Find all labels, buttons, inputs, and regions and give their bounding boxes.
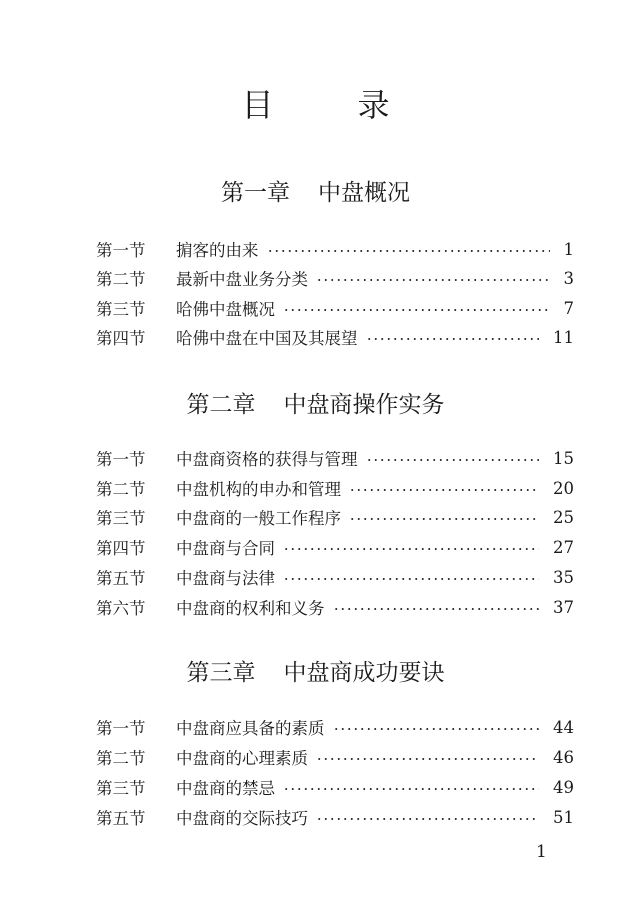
dot-leader	[316, 758, 539, 760]
toc-entry[interactable]	[96, 503, 574, 531]
section-number: 第二节	[96, 480, 146, 499]
section-number: 第一节	[96, 719, 146, 738]
page-number: 11	[553, 327, 574, 347]
section-number: 第五节	[96, 809, 146, 828]
section-number: 第一节	[96, 241, 146, 260]
dot-leader	[283, 578, 539, 580]
toc-entry[interactable]	[96, 533, 574, 561]
dot-leader	[349, 518, 539, 520]
page-number: 20	[553, 478, 574, 498]
dot-leader	[349, 489, 539, 491]
section-title: 中盘商的心理素质	[176, 749, 308, 768]
section-title: 中盘商资格的获得与管理	[176, 450, 358, 469]
page-number: 7	[563, 298, 574, 318]
section-number: 第二节	[96, 749, 146, 768]
section-title: 中盘商的一般工作程序	[176, 509, 341, 528]
dot-leader	[366, 338, 540, 340]
dot-leader	[283, 788, 539, 790]
dot-leader	[267, 250, 550, 252]
section-number: 第二节	[96, 270, 146, 289]
section-number: 第四节	[96, 539, 146, 558]
toc-entry[interactable]	[96, 803, 574, 831]
chapter-label: 第三章	[186, 660, 256, 686]
section-number: 第三节	[96, 300, 146, 319]
toc-entry[interactable]	[96, 593, 574, 621]
page-number: 49	[553, 777, 574, 797]
section-title: 哈佛中盘在中国及其展望	[176, 329, 358, 348]
section-title: 中盘机构的申办和管理	[176, 480, 341, 499]
chapter-name: 中盘商成功要诀	[283, 660, 445, 686]
toc-entry[interactable]	[96, 563, 574, 591]
toc-entry[interactable]	[96, 294, 574, 322]
footer-page-number: 1	[536, 842, 547, 862]
section-number: 第三节	[96, 509, 146, 528]
dot-leader	[333, 728, 540, 730]
toc-entry[interactable]	[96, 444, 574, 472]
chapter-name: 中盘商操作实务	[283, 392, 445, 418]
page-number: 25	[553, 507, 574, 527]
toc-entry[interactable]	[96, 773, 574, 801]
chapter-label: 第二章	[186, 392, 256, 418]
toc-entry[interactable]	[96, 264, 574, 292]
dot-leader	[366, 459, 540, 461]
chapter-heading	[0, 654, 631, 687]
dot-leader	[316, 279, 550, 281]
section-title: 中盘商与法律	[176, 569, 275, 588]
dot-leader	[316, 818, 539, 820]
page-number: 35	[553, 567, 574, 587]
toc-entry[interactable]	[96, 713, 574, 741]
section-title: 中盘商与合同	[176, 539, 275, 558]
section-number: 第六节	[96, 599, 146, 618]
chapter-name: 中盘概况	[318, 180, 410, 206]
page-number: 27	[553, 537, 574, 557]
page-number: 46	[553, 747, 574, 767]
chapter-heading	[0, 174, 631, 207]
toc-entry[interactable]	[96, 323, 574, 351]
chapter-label: 第一章	[221, 180, 290, 206]
section-title: 掮客的由来	[176, 241, 259, 260]
section-number: 第一节	[96, 450, 146, 469]
chapter-heading	[0, 386, 631, 419]
section-title: 中盘商的交际技巧	[176, 809, 308, 828]
page-number: 44	[553, 717, 574, 737]
toc-entry[interactable]	[96, 235, 574, 263]
page-number: 1	[563, 239, 574, 259]
section-number: 第三节	[96, 779, 146, 798]
toc-entry[interactable]	[96, 474, 574, 502]
section-title: 中盘商应具备的素质	[176, 719, 325, 738]
page-number: 51	[553, 807, 574, 827]
toc-entry[interactable]	[96, 743, 574, 771]
page-number: 15	[553, 448, 574, 468]
page-number: 37	[553, 597, 574, 617]
dot-leader	[333, 608, 540, 610]
dot-leader	[283, 309, 550, 311]
section-title: 中盘商的权利和义务	[176, 599, 325, 618]
page-number: 3	[563, 268, 574, 288]
section-number: 第四节	[96, 329, 146, 348]
section-title: 中盘商的禁忌	[176, 779, 275, 798]
dot-leader	[283, 548, 539, 550]
page-title-left: 目	[241, 86, 274, 124]
page-title	[0, 80, 631, 126]
section-title: 最新中盘业务分类	[176, 270, 308, 289]
section-number: 第五节	[96, 569, 146, 588]
section-title: 哈佛中盘概况	[176, 300, 275, 319]
page-title-right: 录	[357, 86, 390, 124]
